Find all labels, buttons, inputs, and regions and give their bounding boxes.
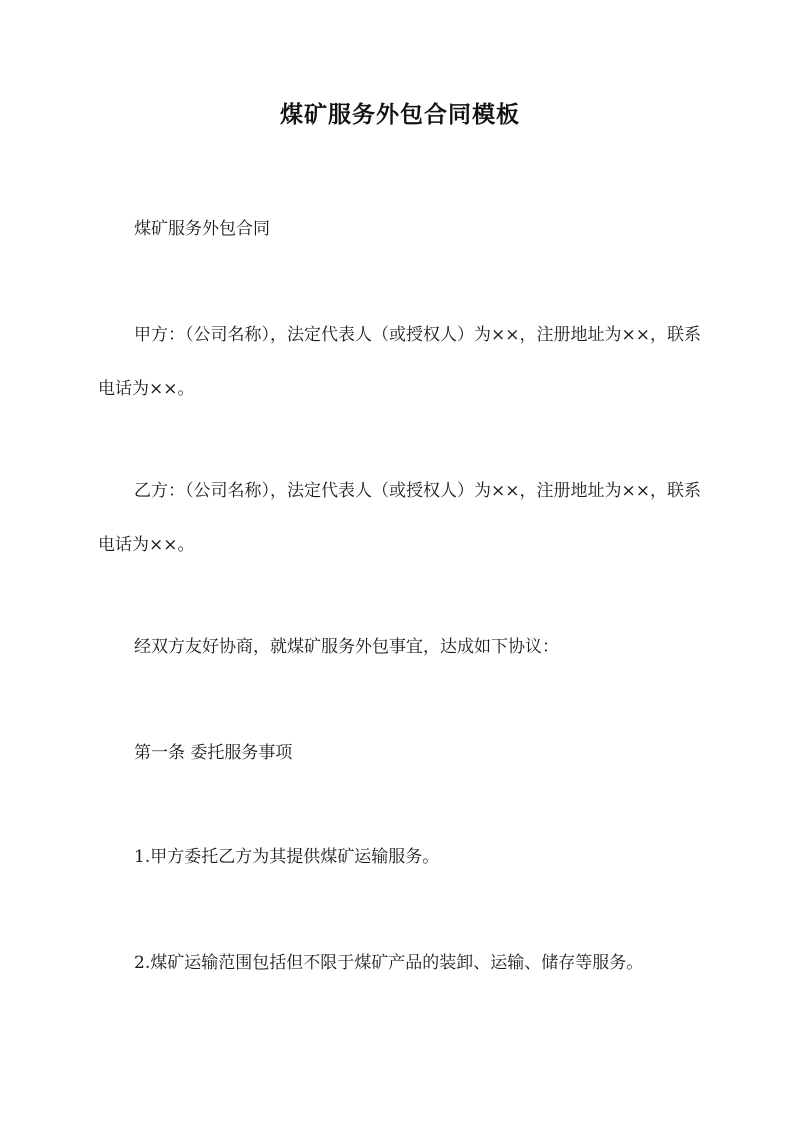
clause-2: 2.煤矿运输范围包括但不限于煤矿产品的装卸、运输、储存等服务。 [134,953,644,973]
article-one-heading: 第一条 委托服务事项 [134,743,293,763]
document-title: 煤矿服务外包合同模板 [280,101,520,128]
party-b-paragraph: 乙方：（公司名称），法定代表人（或授权人）为××，注册地址为××，联系电话为××。 [98,481,701,555]
party-a-paragraph: 甲方：（公司名称），法定代表人（或授权人）为××，注册地址为××，联系电话为××。 [98,325,701,399]
clause-1: 1.甲方委托乙方为其提供煤矿运输服务。 [134,847,440,867]
agreement-intro-paragraph: 经双方友好协商，就煤矿服务外包事宜，达成如下协议： [134,637,559,657]
contract-heading: 煤矿服务外包合同 [134,219,270,239]
